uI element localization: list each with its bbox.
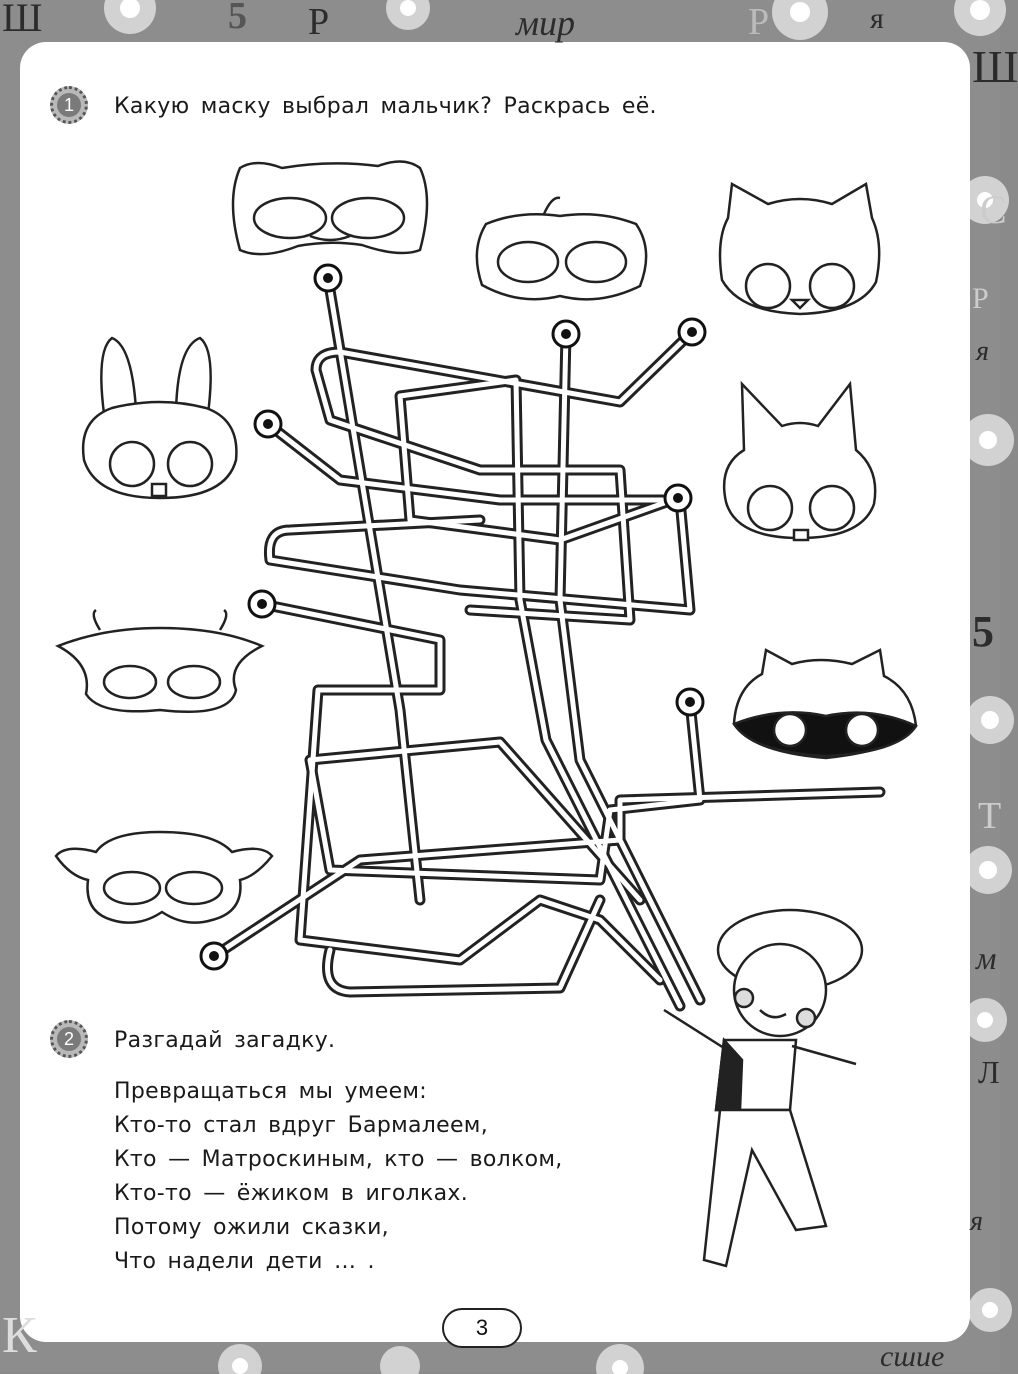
border-letter: Л <box>978 1054 1000 1090</box>
border-letter: 5 <box>972 607 994 656</box>
raccoon-mask[interactable] <box>734 650 916 758</box>
border-letter: 5 <box>228 0 247 37</box>
maze-paths <box>214 278 880 1006</box>
poem-line: Кто — Матроскиным, кто — волком, <box>114 1147 563 1172</box>
border-letter: сшие <box>880 1340 945 1373</box>
dog-mask[interactable] <box>233 161 427 254</box>
lynx-mask[interactable] <box>724 384 875 540</box>
task-number: 1 <box>57 93 81 117</box>
border-letter: Р <box>972 282 989 315</box>
border-letter: К <box>2 1307 37 1364</box>
rabbit-mask[interactable] <box>83 338 236 498</box>
poem-line: Кто-то стал вдруг Бармалеем, <box>114 1113 489 1138</box>
border-letter: Р <box>748 1 770 43</box>
boy-illustration <box>664 910 862 1266</box>
border-letter: Т <box>978 795 1002 837</box>
sheep-mask[interactable] <box>56 832 272 923</box>
border-letter: мир <box>516 3 575 43</box>
border-letter: я <box>976 336 990 367</box>
border-letter: я <box>970 1206 984 1237</box>
poem-line: Что надели дети … . <box>114 1249 375 1274</box>
border-letter: я <box>870 2 884 35</box>
poem-line: Превращаться мы умеем: <box>114 1079 428 1104</box>
border-letter: м <box>976 940 997 976</box>
border-letter: Р <box>308 1 330 43</box>
poem-line: Кто-то — ёжиком в иголках. <box>114 1181 469 1206</box>
duck-mask[interactable] <box>477 198 646 300</box>
border-letter: Ш <box>2 0 43 40</box>
task-instruction: Какую маску выбрал мальчик? Раскрась её. <box>114 94 657 119</box>
page-number: 3 <box>442 1308 522 1348</box>
riddle-poem <box>114 1075 563 1279</box>
border-letter: Ш <box>972 41 1018 92</box>
task-number-badge <box>50 1020 88 1058</box>
task-instruction: Разгадай загадку. <box>114 1028 336 1053</box>
cow-mask[interactable] <box>58 610 262 712</box>
cat-mask[interactable] <box>720 184 879 314</box>
border-letter: С <box>980 187 1007 232</box>
poem-line: Потому ожили сказки, <box>114 1215 389 1240</box>
task-number: 2 <box>57 1027 81 1051</box>
